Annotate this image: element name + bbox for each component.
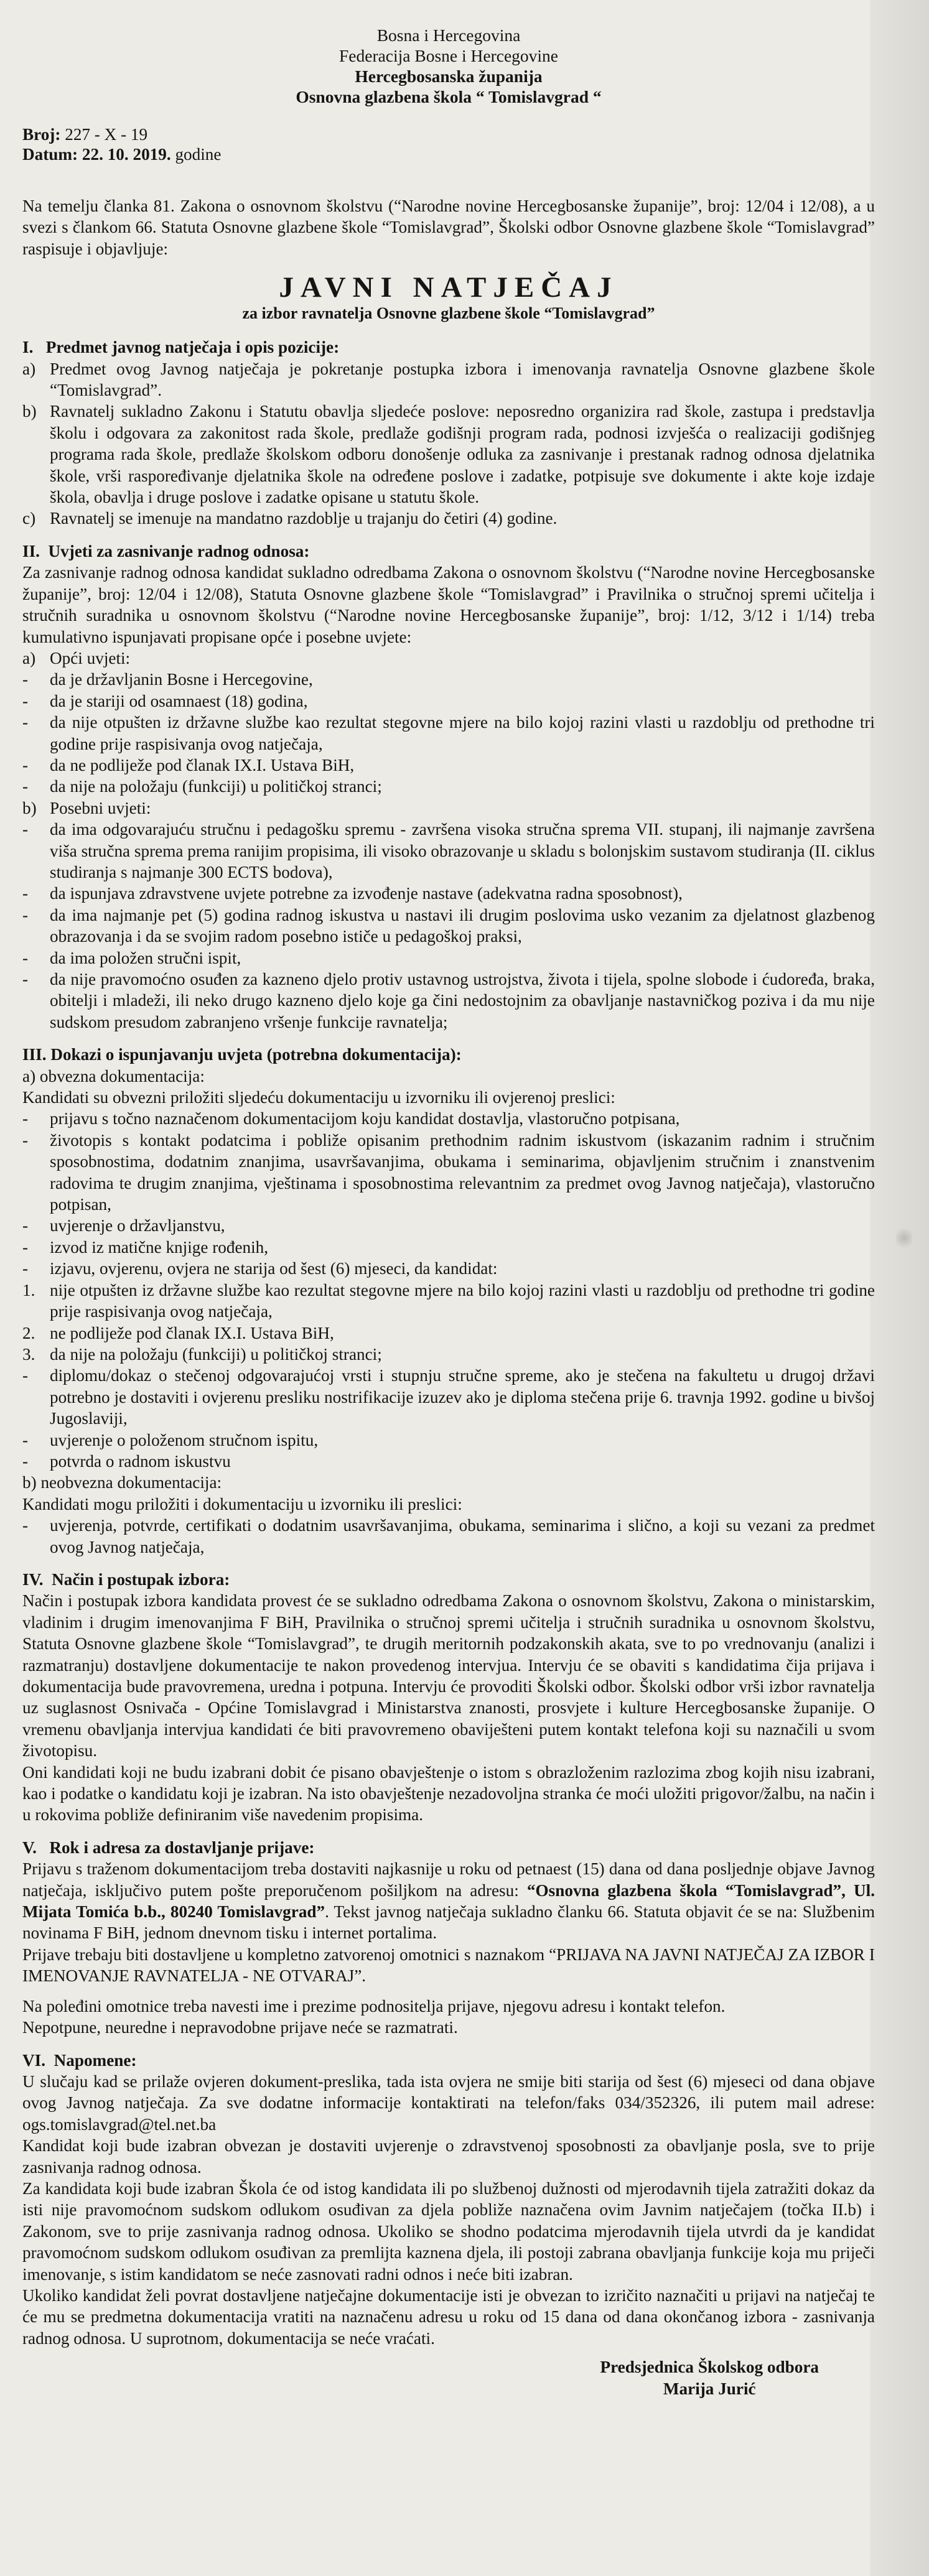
list-item bbox=[22, 1215, 875, 1236]
datum-value: 22. 10. 2019. bbox=[82, 145, 171, 164]
dash-marker: - bbox=[22, 670, 29, 689]
document-page bbox=[22, 25, 875, 2563]
section-2-general-heading bbox=[22, 648, 875, 669]
item-text: uvjerenje o državljanstvu, bbox=[50, 1216, 225, 1235]
section-3-heading: III. Dokazi o ispunjavanju uvjeta (potrebna dokumentacija): bbox=[22, 1045, 462, 1064]
dash-marker: - bbox=[22, 948, 29, 967]
dash-marker: - bbox=[22, 970, 29, 988]
dash-marker: - bbox=[22, 1237, 29, 1257]
section-4-paragraph-1: Način i postupak izbora kandidata provest će se sukladno odredbama Zakona o osnovnom školstvu, Zakona o ministarskim, vladinim i drugim imenovanjima F BiH, Pravilnika o stručnoj spremi učitelja i stručnih suradnika u osnovnom školstvu, Statuta Osnovne glazbene škole “Tomislavgrad”, te drugih meritornih podzakonskih akata, sve to po vrednovanju (analizi i razmatranju) dostavljene dokumentacije te nakon provedenog intervjua. Intervju će se obaviti s kandidatima čija prijava i dokumentacija bude pravovremena, uredna i potpuna. Intervju će provoditi Školski odbor. Školski odbor vrši izbor ravnatelja uz suglasnost Osnivača - Općine Tomislavgrad i Ministarstva znanosti, prosvjete i kulture Hercegbosanske županije. O vremenu obavljanja intervjua kandidati će biti pravovremeno obaviješteni putem kontakt telefona koji su naznačili u svom životopisu. bbox=[22, 1591, 875, 1760]
item-text: izvod iz matične knjige rođenih, bbox=[50, 1237, 269, 1257]
dash-marker: - bbox=[22, 713, 29, 732]
item-text: diplomu/dokaz o stečenoj odgovarajućoj vrsti i stupnju stručne spreme, ako je stečena na fakultetu u drugoj državi potrebno je dostaviti i ovjerenu presliku nostrifikacije izuzev ako je diploma stečena prije 6. travnja 1992. godine u bivšoj Jugoslaviji, bbox=[50, 1366, 875, 1428]
number-marker: 2. bbox=[22, 1323, 35, 1342]
list-item bbox=[22, 1258, 875, 1279]
list-item bbox=[22, 1451, 875, 1472]
dash-marker: - bbox=[22, 905, 29, 924]
list-item bbox=[22, 947, 875, 969]
dash-marker: - bbox=[22, 1430, 29, 1449]
list-item bbox=[22, 1130, 875, 1216]
item-text: Ravnatelj sukladno Zakonu i Statutu obavlja sljedeće poslove: neposredno organizira rad škole, zastupa i predstavlja školu i odgovara za zakonitost rada škole, predlaže godišnji program rada, podnosi izvješća o realizaciji godišnjeg programa rada škole, predlaže školskom odboru donošenje odluka za zasnivanje i prestanak radnog odnosa djelatnika škole, vrši raspoređivanje djelatnika škole na određene poslove i zadatke, potpisuje sve dokumente i akte koje izdaje škola, obavlja i druge poslove i zadatke opisane u statutu škole. bbox=[50, 402, 875, 507]
section-6-paragraph-4: Ukoliko kandidat želi povrat dostavljene natječajne dokumentacije isti je obvezan to izričito naznačiti u prijavi na natječaj te će mu se predmetna dokumentacija vratiti na naznačenu adresu u roku od 15 dana od dana okončanog izbora - zasnivanja radnog odnosa. U suprotnom, dokumentacija se neće vraćati. bbox=[22, 2285, 875, 2348]
section-2-heading: II. Uvjeti za zasnivanje radnog odnosa: bbox=[22, 541, 310, 560]
header-canton: Hercegbosanska županija bbox=[355, 67, 543, 86]
item-text: uvjerenje o položenom stručnom ispitu, bbox=[50, 1430, 319, 1449]
item-text: Opći uvjeti: bbox=[50, 648, 131, 667]
number-marker: 1. bbox=[22, 1280, 35, 1300]
section-3-mandatory-heading: a) obvezna dokumentacija: bbox=[22, 1066, 205, 1086]
item-text: životopis s kontakt podatcima i pobliže opisanim prethodnim radnim iskustvom (iskazanim radnim i stručnim sposobnostima, dodatnim znanjima, usavršavanjima, obukama i seminarima, objavljenim stručnim i znanstvenim radovima te drugim znanjima, vještinama i sposobnostima relevantnim za predmet ovog Javnog natječaja), vlastoručno potpisan, bbox=[50, 1130, 875, 1214]
list-item bbox=[22, 1515, 875, 1558]
section-5-paragraph-1 bbox=[22, 1858, 875, 1944]
dash-marker: - bbox=[22, 1216, 29, 1235]
document-title: JAVNI NATJEČAJ bbox=[279, 271, 619, 304]
list-item bbox=[22, 904, 875, 947]
document-subtitle: za izbor ravnatelja Osnovne glazbene škole “Tomislavgrad” bbox=[242, 304, 655, 323]
submission-text: Prijavu s traženom dokumentacijom treba dostaviti najkasnije u roku od petnaest (15) dana od dana posljednje objave Javnog natječaja, isključivo putem pošte preporučenom pošiljkom na adresu: bbox=[22, 1859, 875, 1900]
item-text: ne podliježe pod članak IX.I. Ustava BiH, bbox=[50, 1323, 334, 1342]
item-text: Posebni uvjeti: bbox=[50, 798, 151, 817]
submission-text-end: . Tekst javnog natječaja sukladno članku 66. Statuta objavit će se na: Službenim novinama F BiH, jednom dnevnom tisku i internet portalima. bbox=[22, 1902, 875, 1943]
section-5-paragraph-2: Prijave trebaju biti dostavljene u kompletno zatvorenoj omotnici s naznakom “PRIJAVA NA JAVNI NATJEČAJ ZA IZBOR I IMENOVANJE RAVNATELJA - NE OTVARAJ”. bbox=[22, 1945, 875, 1986]
header-federation: Federacija Bosne i Hercegovine bbox=[338, 46, 558, 65]
dash-marker: - bbox=[22, 1451, 29, 1471]
section-1-item-c bbox=[22, 508, 875, 529]
header-country: Bosna i Hercegovina bbox=[376, 26, 521, 45]
item-text: Predmet ovog Javnog natječaja je pokretanje postupka izbora i imenovanja ravnatelja Osnovne glazbene škole “Tomislavgrad”. bbox=[50, 359, 875, 400]
title-block bbox=[22, 271, 875, 323]
list-item bbox=[22, 1108, 875, 1129]
list-item bbox=[22, 776, 875, 797]
item-marker: c) bbox=[22, 509, 36, 528]
item-text: nije otpušten iz državne službe kao rezultat stegovne mjere na bilo kojoj razini vlasti u razdoblju od prethodne tri godine prije raspisivanja ovog natječaja, bbox=[50, 1280, 875, 1321]
datum-line bbox=[22, 144, 875, 164]
section-2-intro: Za zasnivanje radnog odnosa kandidat sukladno odredbama Zakona o osnovnom školstvu (“Narodne novine Hercegbosanske županije”, broj: 12/04 i 12/08), Statuta Osnovne glazbene škole “Tomislavgrad” i Pravilnika o stručnoj spremi učitelja i stručnih suradnika u osnovnom školstvu (“Narodne novine Hercegbosanske županije”, broj: 1/12, 3/12 i 1/14) treba kumulativno ispunjavati propisane opće i posebne uvjete: bbox=[22, 563, 875, 646]
signature-name: Marija Jurić bbox=[663, 2379, 756, 2399]
numbered-item bbox=[22, 1280, 875, 1323]
item-text: da ne podliježe pod članak IX.I. Ustava BiH, bbox=[50, 755, 355, 774]
item-text: izjavu, ovjerenu, ovjera ne starija od šest (6) mjeseci, da kandidat: bbox=[50, 1259, 498, 1278]
dash-marker: - bbox=[22, 820, 29, 839]
list-item bbox=[22, 819, 875, 883]
item-marker: a) bbox=[22, 359, 36, 378]
adjacent-page-edge bbox=[870, 0, 929, 2576]
section-6-paragraph-3: Za kandidata koji bude izabran Škola će od istog kandidata ili po službenoj dužnosti od mjerodavnih tijela zatražiti dokaz da isti nije pravomoćnom sudskom odlukom osuđivan za djela pobliže naznačena ovim Javnim natječajem (točka II.b) i Zakonom, sve to prije zasnivanja radnog odnosa. Ukoliko se shodno podatcima mjerodavnih tijela utvrdi da je kandidat pravomoćnom sudskom odlukom osuđivan za premlijta kaznena djela, ili postoji zabrana obavljanja funkcije koja mu priječi imenovanje, s istim kandidatom se neće zasnovati radni odnos i neće biti izabran. bbox=[22, 2178, 875, 2284]
broj-line bbox=[22, 124, 875, 144]
dash-marker: - bbox=[22, 1516, 29, 1535]
intro-paragraph: Na temelju članka 81. Zakona o osnovnom školstvu (“Narodne novine Hercegbosanske županije”, broj: 12/04 i 12/08), a u svezi s člankom 66. Statuta Osnovne glazbene škole “Tomislavgrad”, Školski odbor Osnovne glazbene škole “Tomislavgrad” raspisuje i objavljuje: bbox=[22, 197, 875, 258]
section-5-paragraph-3: Na poleđini omotnice treba navesti ime i prezime podnositelja prijave, njegovu adresu i kontakt telefon. bbox=[22, 1996, 726, 2016]
list-item bbox=[22, 690, 875, 712]
section-2-special-heading bbox=[22, 797, 875, 819]
submission-address: “Osnovna glazbena škola “Tomislavgrad”, Ul. Mijata Tomića b.b., 80240 Tomislavgrad” bbox=[22, 1881, 875, 1922]
section-6-heading: VI. Napomene: bbox=[22, 2050, 137, 2070]
item-marker: b) bbox=[22, 798, 37, 817]
list-item bbox=[22, 1237, 875, 1258]
dash-marker: - bbox=[22, 1259, 29, 1278]
item-text: da ima položen stručni ispit, bbox=[50, 948, 241, 967]
item-text: da je stariji od osamnaest (18) godina, bbox=[50, 691, 308, 710]
section-5-heading: V. Rok i adresa za dostavljanje prijave: bbox=[22, 1838, 315, 1857]
dash-marker: - bbox=[22, 691, 29, 710]
list-item bbox=[22, 1365, 875, 1429]
item-text: Ravnatelj se imenuje na mandatno razdoblje u trajanju do četiri (4) godine. bbox=[50, 509, 558, 528]
section-3-optional-heading: b) neobvezna dokumentacija: bbox=[22, 1473, 222, 1492]
item-text: da ispunjava zdravstvene uvjete potrebne za izvođenje nastave (adekvatna radna sposobnost), bbox=[50, 884, 683, 903]
section-5-paragraph-4: Nepotpune, neuredne i nepravodobne prijave neće se razmatrati. bbox=[22, 2018, 458, 2037]
section-6-paragraph-2: Kandidat koji bude izabran obvezan je dostaviti uvjerenje o zdravstvenoj sposobnosti za obavljanje posla, sve to prije zasnivanja radnog odnosa. bbox=[22, 2136, 875, 2177]
section-4-paragraph-2: Oni kandidati koji ne budu izabrani dobit će pisano obavještenje o istom s obrazloženim razlozima zbog kojih nisu izabrani, kao i podatke o kandidatu koji je izabran. Na isto obavještenje nezadovoljna stranka će moći uložiti prigovor/žalbu, na način i u rokovima pobliže definiranim više navedenim propisima. bbox=[22, 1762, 875, 1825]
broj-label: Broj: bbox=[22, 125, 61, 144]
item-text: uvjerenja, potvrde, certifikati o dodatnim usavršavanjima, obukama, seminarima i slično, a koji su vezani za predmet ovog Javnog natječaja, bbox=[50, 1516, 875, 1556]
item-text: prijavu s točno naznačenom dokumentacijom koju kandidat dostavlja, vlastoručno potpisana, bbox=[50, 1109, 680, 1128]
list-item bbox=[22, 969, 875, 1033]
list-item bbox=[22, 1430, 875, 1451]
dash-marker: - bbox=[22, 755, 29, 774]
list-item bbox=[22, 883, 875, 904]
signature-block bbox=[22, 2356, 875, 2400]
scan-smudge bbox=[896, 1225, 912, 1250]
numbered-item bbox=[22, 1344, 875, 1365]
document-header bbox=[22, 25, 875, 107]
section-1-item-a bbox=[22, 358, 875, 401]
header-school: Osnovna glazbena škola “ Tomislavgrad “ bbox=[296, 87, 602, 106]
signature-role: Predsjednica Školskog odbora bbox=[600, 2358, 819, 2377]
section-6-paragraph-1: U slučaju kad se prilaže ovjeren dokument-preslika, tada ista ovjera ne smije biti starija od šest (6) mjeseci od dana objave ovog Javnog natječaja. Za sve dodatne informacije kontaktirati na telefon/faks 034/352326, ili putem mail adrese: ogs.tomislavgrad@tel.net.ba bbox=[22, 2071, 875, 2134]
dash-marker: - bbox=[22, 777, 29, 796]
section-1-heading: I. Predmet javnog natječaja i opis pozicije: bbox=[22, 338, 340, 357]
section-4-heading: IV. Način i postupak izbora: bbox=[22, 1569, 230, 1589]
dash-marker: - bbox=[22, 1366, 29, 1385]
item-text: da nije na položaju (funkciji) u političkoj stranci; bbox=[50, 777, 382, 796]
document-meta bbox=[22, 124, 875, 164]
item-text: da ima najmanje pet (5) godina radnog iskustva u nastavi ili drugim poslovima usko vezanim za djelatnost glazbenog obrazovanja i da se svojim radom posebno ističe u pedagoškoj praksi, bbox=[50, 905, 875, 946]
item-marker: a) bbox=[22, 648, 36, 667]
list-item bbox=[22, 712, 875, 755]
broj-value: 227 - X - 19 bbox=[65, 125, 148, 144]
item-text: da nije otpušten iz državne službe kao rezultat stegovne mjere na bilo kojoj razini vlasti u razdoblju od prethodne tri godine prije raspisivanja ovog natječaja, bbox=[50, 713, 875, 753]
item-text: da nije na položaju (funkciji) u političkoj stranci; bbox=[50, 1344, 382, 1364]
dash-marker: - bbox=[22, 884, 29, 903]
list-item bbox=[22, 669, 875, 690]
numbered-item bbox=[22, 1323, 875, 1344]
section-3-optional-intro: Kandidati mogu priložiti i dokumentaciju u izvorniku ili preslici: bbox=[22, 1494, 462, 1514]
section-3-mandatory-intro: Kandidati su obvezni priložiti sljedeću dokumentaciju u izvorniku ili ovjerenoj preslici: bbox=[22, 1088, 615, 1107]
item-text: da ima odgovarajuću stručnu i pedagošku spremu - završena visoka stručna sprema VII. stupanj, ili najmanje završena viša stručna sprema prema ranijim propisima, ili visoko obrazovanje u skladu s bolonjskim sustavom studiranja (II. ciklus studiranja s najmanje 300 ECTS bodova), bbox=[50, 820, 875, 881]
list-item bbox=[22, 755, 875, 776]
item-marker: b) bbox=[22, 402, 37, 421]
datum-suffix: godine bbox=[170, 145, 222, 164]
dash-marker: - bbox=[22, 1109, 29, 1128]
dash-marker: - bbox=[22, 1130, 29, 1150]
datum-label: Datum: bbox=[22, 145, 78, 164]
item-text: potvrda o radnom iskustvu bbox=[50, 1451, 231, 1471]
item-text: da nije pravomoćno osuđen za kazneno djelo protiv ustavnog ustrojstva, života i tijela, spolne slobode i ćudoređa, braka, obitelji i mladeži, ili neko drugo kazneno djelo koje ga čini nedostojnim za obavljanje nastavničkog poziva i da mu nije sudskom presudom zabranjeno vršenje funkcije ravnatelja; bbox=[50, 970, 875, 1031]
item-text: da je državljanin Bosne i Hercegovine, bbox=[50, 670, 313, 689]
number-marker: 3. bbox=[22, 1344, 35, 1364]
section-1-item-b bbox=[22, 401, 875, 508]
